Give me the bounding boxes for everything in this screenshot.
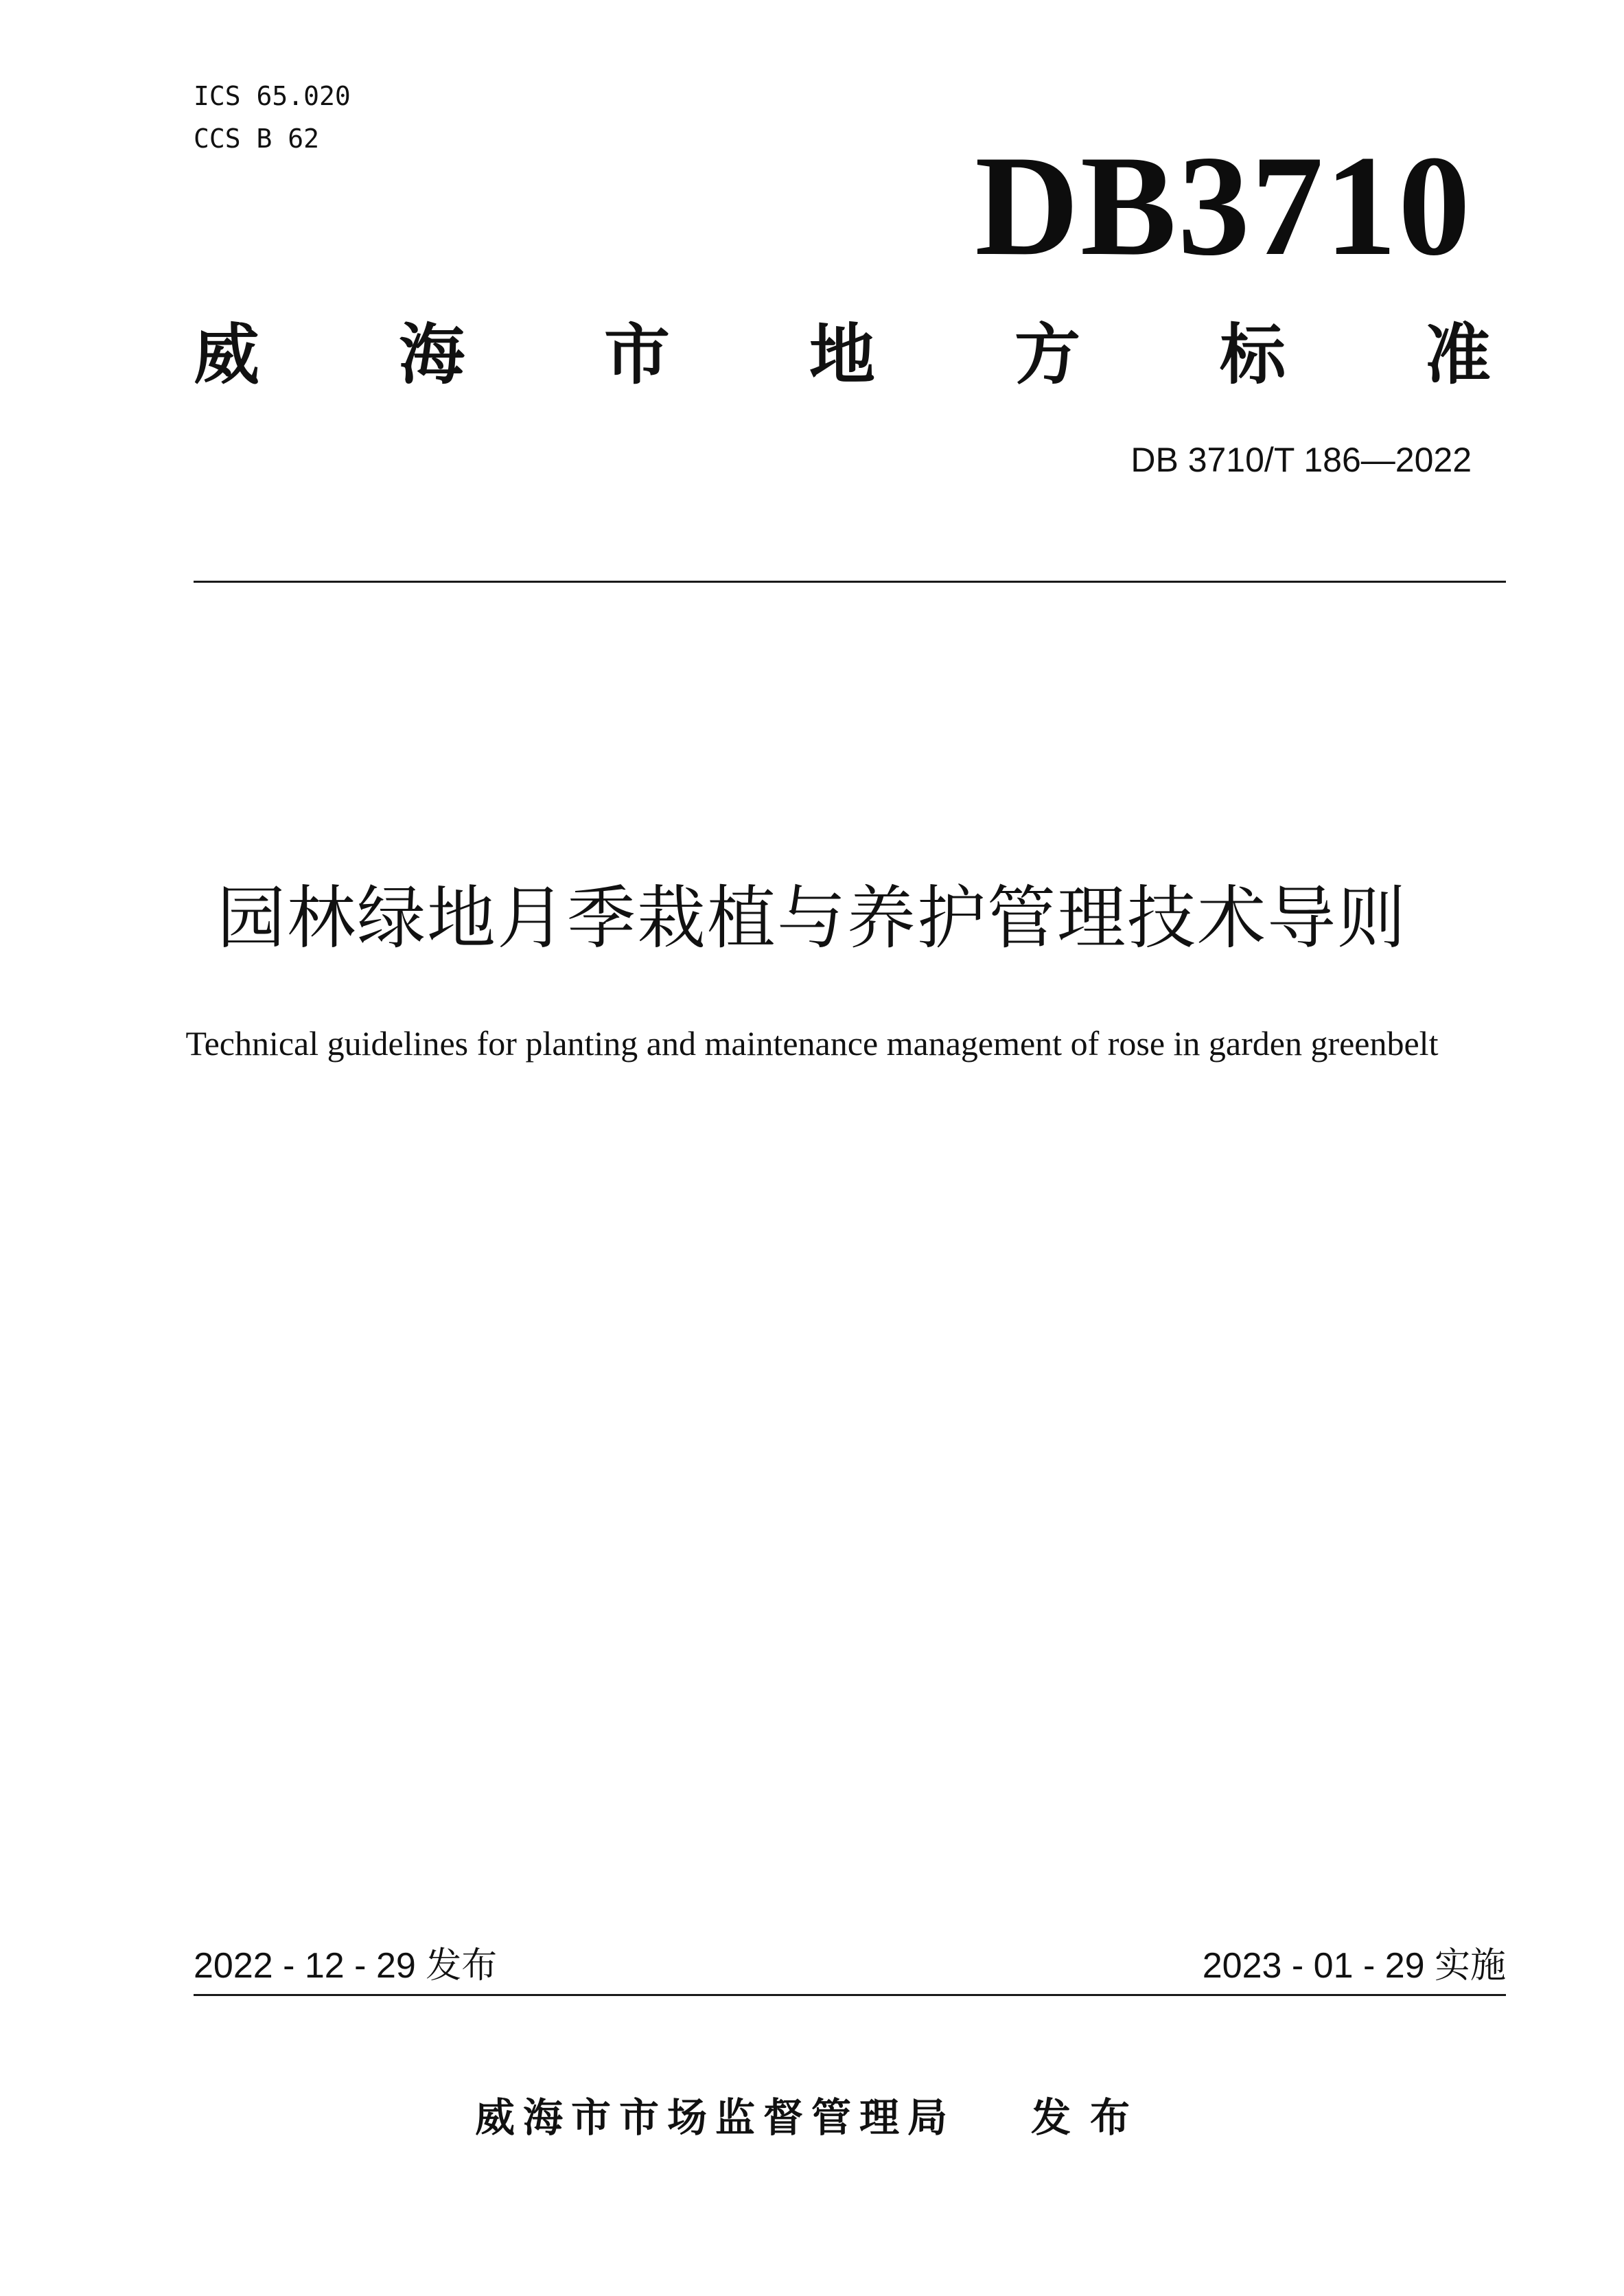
standard-number: DB 3710/T 186—2022: [1130, 441, 1472, 479]
issuer-line: [0, 2094, 1624, 2142]
issued-label: 发布: [1031, 2094, 1150, 2141]
publish-date: 2022 - 12 - 29 发布: [194, 1946, 498, 1986]
standard-type-char: 方: [1014, 316, 1080, 393]
issuing-authority: 威海市市场监督管理局: [474, 2094, 955, 2141]
header-divider: [194, 581, 1506, 583]
standard-type-char: 地: [809, 316, 875, 393]
standard-type-char: 威: [194, 316, 259, 393]
standard-type-char: 市: [604, 316, 670, 393]
standard-type-char: 准: [1425, 316, 1491, 393]
dates-divider: [194, 1994, 1506, 1996]
ccs-code: CCS B 62: [194, 124, 320, 154]
ics-code: ICS 65.020: [194, 81, 351, 111]
implement-date: 2023 - 01 - 29 实施: [1202, 1946, 1506, 1986]
standard-logo: DB3710: [975, 126, 1472, 286]
standard-type-char: 标: [1220, 316, 1286, 393]
standard-type-char: 海: [399, 316, 465, 393]
document-title-chinese: 园林绿地月季栽植与养护管理技术导则: [217, 878, 1407, 958]
standard-type-heading: [194, 317, 1491, 393]
document-title-english: Technical guidelines for planting and maintenance management of rose in garden greenbelt: [185, 1024, 1439, 1063]
